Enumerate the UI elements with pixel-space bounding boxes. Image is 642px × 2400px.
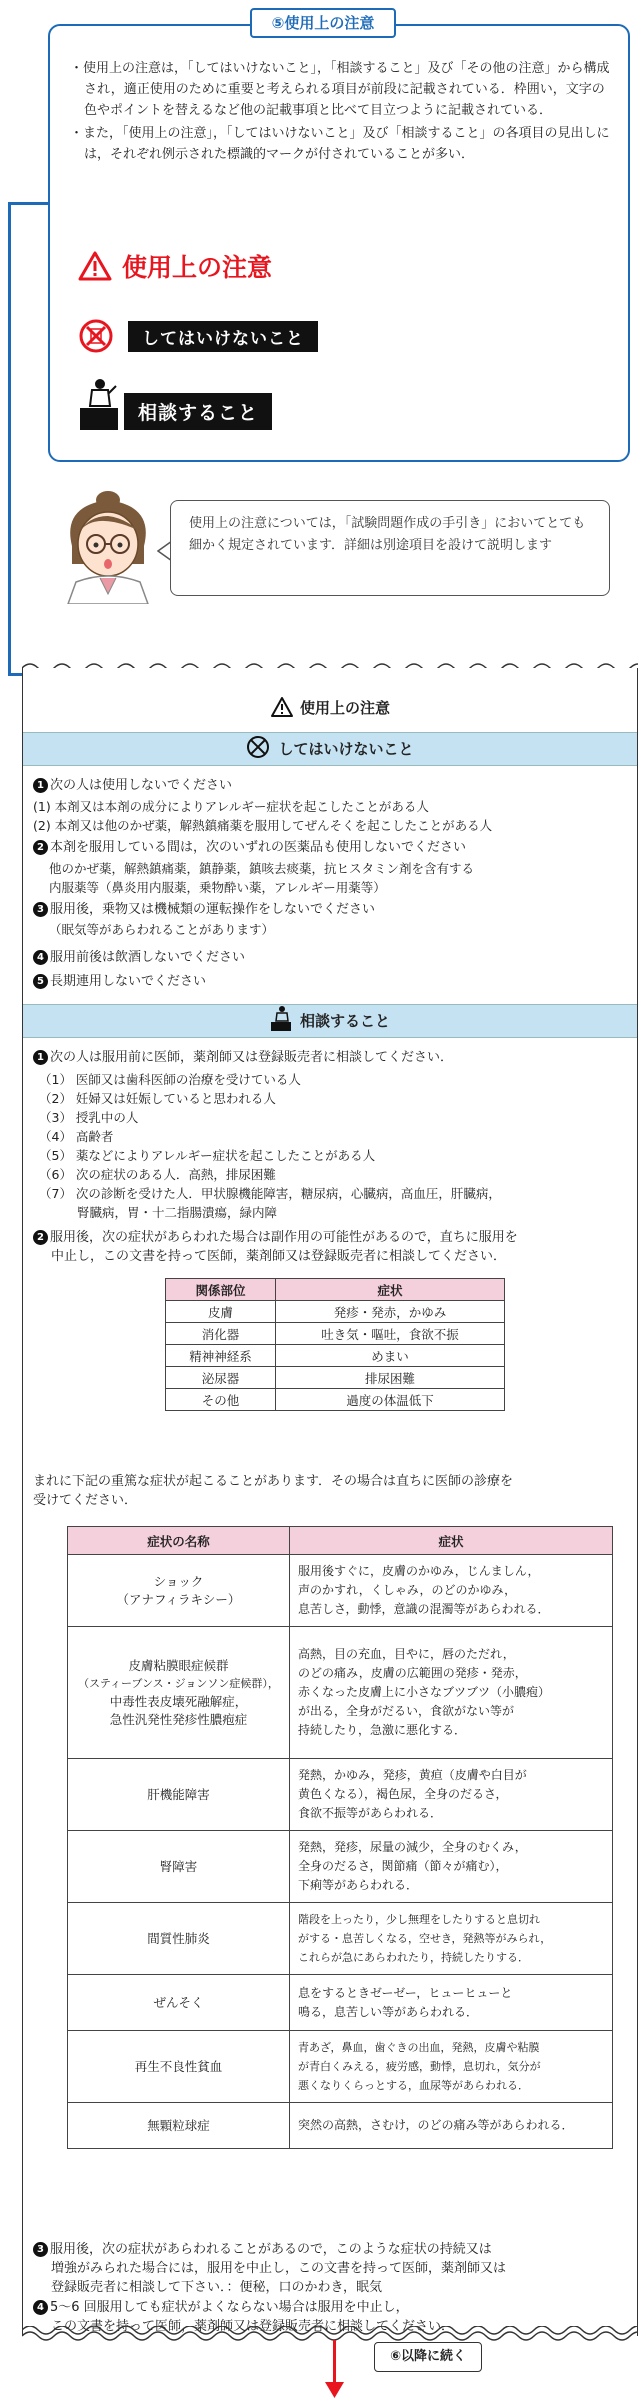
dont-item-2: 2 本剤を服用している間は，次のいずれの医薬品も使用しないでください	[33, 838, 466, 857]
continue-arrow-line	[333, 2340, 336, 2386]
symptom-desc-cell: 息をするときゼーゼー，ヒューヒューと 鳴る，息苦しい等があらわれる．	[290, 1975, 613, 2031]
symptom-desc-cell: 発熱，発疹，尿量の減少，全身のむくみ， 全身のだるさ，関節痛（節々が痛む）， 下痢等があらわれる．	[290, 1831, 613, 1903]
consult-heading: 相談すること	[299, 1012, 390, 1030]
consult-mark-label: 相談すること	[124, 393, 272, 430]
table-header: 症状の名称	[68, 1527, 290, 1555]
dont-sub-list-1: (1) 本剤又は本剤の成分によりアレルギー症状を起こしたことがある人 (2) 本剤又は他のかぜ薬，解熱鎮痛薬を服用してぜんそくを起こしたことがある人	[33, 799, 493, 833]
consult-sub-list: （1） 医師又は歯科医師の治療を受けている人 （2） 妊婦又は妊娠していると思われる人 （3） 授乳中の人 （4） 高齢者 （5） 薬などによりアレルギー症状を起こしたことがある人 （6） 次の症状のある人．高熱，排尿困難 （7） 次の診断を受けた人．甲状腺機能障害，糖尿病，心臓病，高血圧，肝臓病， 腎臓病，胃・十二指腸潰瘍，緑内障	[39, 1072, 501, 1220]
symptom-desc-cell: 階段を上ったり，少し無理をしたりすると息切れ がする・息苦しくなる，空せき，発熱等がみられ， これらが急にあらわれたり，持続したりする．	[290, 1903, 613, 1975]
table-row	[68, 1555, 613, 1627]
torn-edge-bottom	[22, 2326, 638, 2342]
symptom-name-cell: ショック （アナフィラキシー）	[68, 1555, 290, 1627]
table-row	[68, 2031, 613, 2103]
symptom-name-cell: 無顆粒球症	[68, 2103, 290, 2149]
caution-mark-label: 使用上の注意	[122, 253, 273, 282]
warning-triangle-icon	[270, 696, 294, 718]
package-insert-document	[22, 668, 638, 2336]
bracket-line	[8, 202, 11, 676]
serious-symptom-table	[67, 1526, 613, 2149]
intro-box	[48, 24, 630, 462]
caution-mark	[78, 248, 272, 284]
symptom-name-cell: 肝機能障害	[68, 1759, 290, 1831]
dont-heading: してはいけないこと	[278, 740, 414, 758]
dont-sub-list-2: 他のかぜ薬，解熱鎮痛薬，鎮静薬，鎮咳去痰薬，抗ヒスタミン剤を含有する 内服薬等（鼻炎用内服薬，乗物酔い薬，アレルギー用薬等）	[49, 861, 475, 895]
symptom-desc-cell: 青あざ，鼻血，歯ぐきの出血，発熱，皮膚や粘膜 が青白くみえる，疲労感，動悸，息切れ，気分が 悪くなりくらっとする，血尿等があらわれる．	[290, 2031, 613, 2103]
consult-item-3: 3 服用後，次の症状があらわれることがあるので，このような症状の持続又は 増強がみられた場合には，服用を中止し，この文書を持って医師，薬剤師又は 登録販売者に相談して下さい．：便秘，口のかわき，眠気	[33, 2240, 506, 2297]
consult-item-1: 1 次の人は服用前に医師，薬剤師又は登録販売者に相談してください．	[33, 1048, 453, 1067]
table-header: 症状	[290, 1527, 613, 1555]
dont-item-3: 3 服用後，乗物又は機械類の運転操作をしないでください	[33, 900, 375, 919]
dont-item-4: 4 服用前後は飲酒しないでください	[33, 948, 245, 967]
table-row	[68, 1759, 613, 1831]
prohibited-icon	[78, 318, 114, 354]
dont-mark-label: してはいけないこと	[128, 321, 318, 352]
arrow-down-icon	[325, 2382, 344, 2398]
symptom-name-cell: 皮膚粘膜眼症候群 （スティーブンス・ジョンソン症候群）， 中毒性表皮壊死融解症， 急性汎発性発疹性膿疱症	[68, 1627, 290, 1759]
section-label: ⑤使用上の注意	[250, 8, 396, 38]
teacher-avatar	[52, 486, 164, 604]
rare-note: まれに下記の重篤な症状が起こることがあります．その場合は直ちに医師の診療を 受けてください．	[33, 1474, 513, 1508]
symptom-name-cell: 間質性肺炎	[68, 1903, 290, 1975]
table-header: 症状	[276, 1279, 505, 1301]
teacher-speech-bubble: 使用上の注意については，「試験問題作成の手引き」においてとても細かく規定されています．詳細は別途項目を設けて説明します	[170, 500, 610, 596]
consult-item-2: 2 服用後，次の症状があらわれた場合は副作用の可能性があるので，直ちに服用を 中止し，この文書を持って医師，薬剤師又は登録販売者に相談してください．	[33, 1228, 518, 1266]
table-row: 消化器 吐き気・嘔吐，食欲不振	[166, 1323, 505, 1345]
symptom-name-cell: ぜんそく	[68, 1975, 290, 2031]
table-row: その他 過度の体温低下	[166, 1389, 505, 1411]
bracket-line-top	[8, 202, 50, 205]
continue-label: ⑥以降に続く	[374, 2342, 482, 2372]
table-row	[68, 1831, 613, 1903]
warning-triangle-icon	[78, 251, 112, 281]
symptom-name-cell: 腎障害	[68, 1831, 290, 1903]
table-row	[68, 1627, 613, 1759]
prohibited-icon	[246, 735, 270, 759]
table-row: 皮膚 発疹・発赤，かゆみ	[166, 1301, 505, 1323]
dont-heading-band	[23, 732, 637, 766]
dont-mark	[78, 318, 318, 354]
symptom-desc-cell: 突然の高熱，さむけ，のどの痛み等があらわれる．	[290, 2103, 613, 2149]
table-row: 精神神経系 めまい	[166, 1345, 505, 1367]
consult-mark	[78, 376, 272, 432]
doc-title	[23, 696, 637, 718]
consult-heading-band	[23, 1004, 637, 1038]
intro-bullet: ・使用上の注意は，「してはいけないこと」，「相談すること」及び「その他の注意」から構成され，適正使用のために重要と考えられる項目が前段に記載されている．枠囲い，文字の色やポイントを替えるなど他の記載事項と比べて目立つように記載されている．	[70, 61, 610, 118]
doc-title-text: 使用上の注意	[299, 699, 390, 717]
intro-bullets	[70, 58, 615, 167]
table-row	[68, 1975, 613, 2031]
symptom-name-cell: 再生不良性貧血	[68, 2031, 290, 2103]
dont-item-5: 5 長期連用しないでください	[33, 972, 206, 991]
table-header: 関係部位	[166, 1279, 276, 1301]
intro-bullet: ・また，「使用上の注意」，「してはいけないこと」及び「相談すること」の各項目の見出しには，それぞれ例示された標識的マークが付されていることが多い．	[70, 126, 610, 162]
table-row: 泌尿器 排尿困難	[166, 1367, 505, 1389]
consult-pharmacist-icon	[78, 376, 120, 432]
consult-pharmacist-icon	[270, 1005, 292, 1031]
symptom-desc-cell: 発熱，かゆみ，発疹，黄疸（皮膚や白目が 黄色くなる），褐色尿，全身のだるさ， 食欲不振等があらわれる．	[290, 1759, 613, 1831]
dont-item-1: 1 次の人は使用しないでください	[33, 776, 232, 795]
table-row	[68, 1903, 613, 1975]
side-effect-table	[165, 1278, 505, 1411]
table-row	[68, 2103, 613, 2149]
consult-item-4: 4 5～6 回服用しても症状がよくならない場合は服用を中止し， この文書を持って医師，薬剤師又は登録販売者に相談してください．	[33, 2298, 454, 2336]
symptom-desc-cell: 高熱，目の充血，目やに，唇のただれ， のどの痛み，皮膚の広範囲の発疹・発赤， 赤くなった皮膚上に小さなブツブツ（小膿疱） が出る，全身がだるい，食欲がない等が 持続したり，急激に悪化する．	[290, 1627, 613, 1759]
dont-sub-3: （眠気等があらわれることがあります）	[49, 922, 275, 937]
symptom-desc-cell: 服用後すぐに，皮膚のかゆみ，じんましん， 声のかすれ，くしゃみ，のどのかゆみ， 息苦しさ，動悸，意識の混濁等があらわれる．	[290, 1555, 613, 1627]
